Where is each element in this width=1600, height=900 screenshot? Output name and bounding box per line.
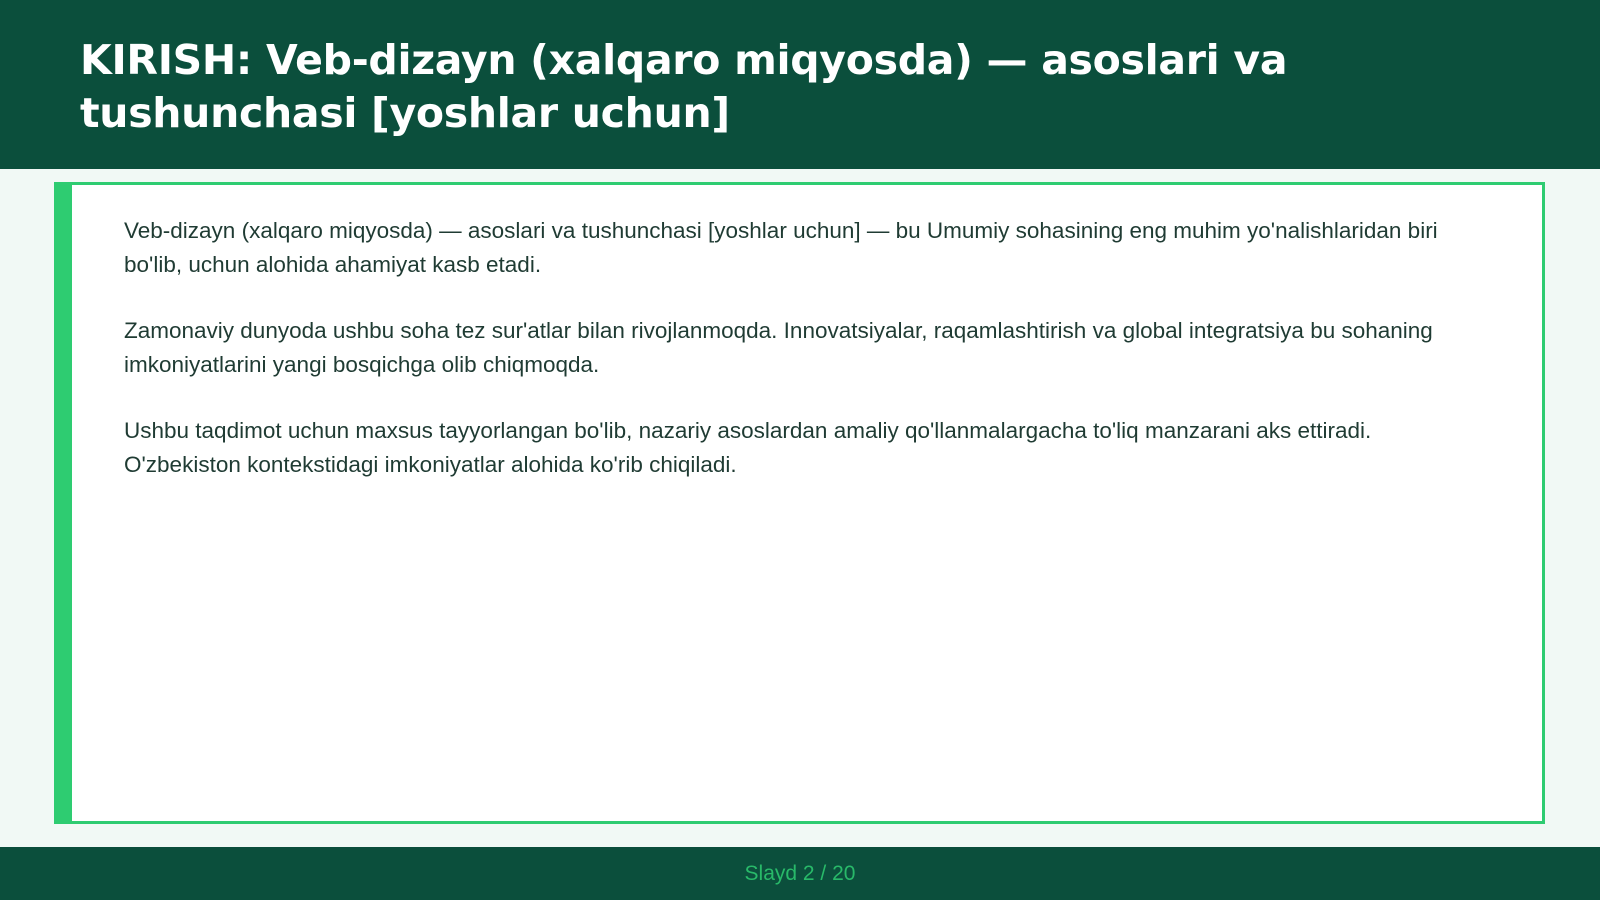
slide-header <box>0 0 1600 169</box>
slide-title: KIRISH: Veb-dizayn (xalqaro miqyosda) — asoslari va tushunchasi [yoshlar uchun] <box>80 36 1288 137</box>
slide-number: Slayd 2 / 20 <box>744 862 856 885</box>
intro-paragraph: Veb-dizayn (xalqaro miqyosda) — asoslari va tushunchasi [yoshlar uchun] — bu Umumiy sohasining eng muhim yo'nalishlaridan biri bo'lib, uchun alohida ahamiyat kasb etadi. <box>124 218 1438 277</box>
development-paragraph: Zamonaviy dunyoda ushbu soha tez sur'atlar bilan rivojlanmoqda. Innovatsiyalar, raqamlashtirish va global integratsiya bu sohaning imkoniyatlarini yangi bosqichga olib chiqmoqda. <box>124 318 1433 377</box>
presentation-paragraph: Ushbu taqdimot uchun maxsus tayyorlangan bo'lib, nazariy asoslardan amaliy qo'llanmalargacha to'liq manzarani aks ettiradi. O'zbekiston kontekstidagi imkoniyatlar alohida ko'rib chiqiladi. <box>124 418 1372 477</box>
content-box <box>54 182 1545 824</box>
slide-footer <box>0 847 1600 900</box>
